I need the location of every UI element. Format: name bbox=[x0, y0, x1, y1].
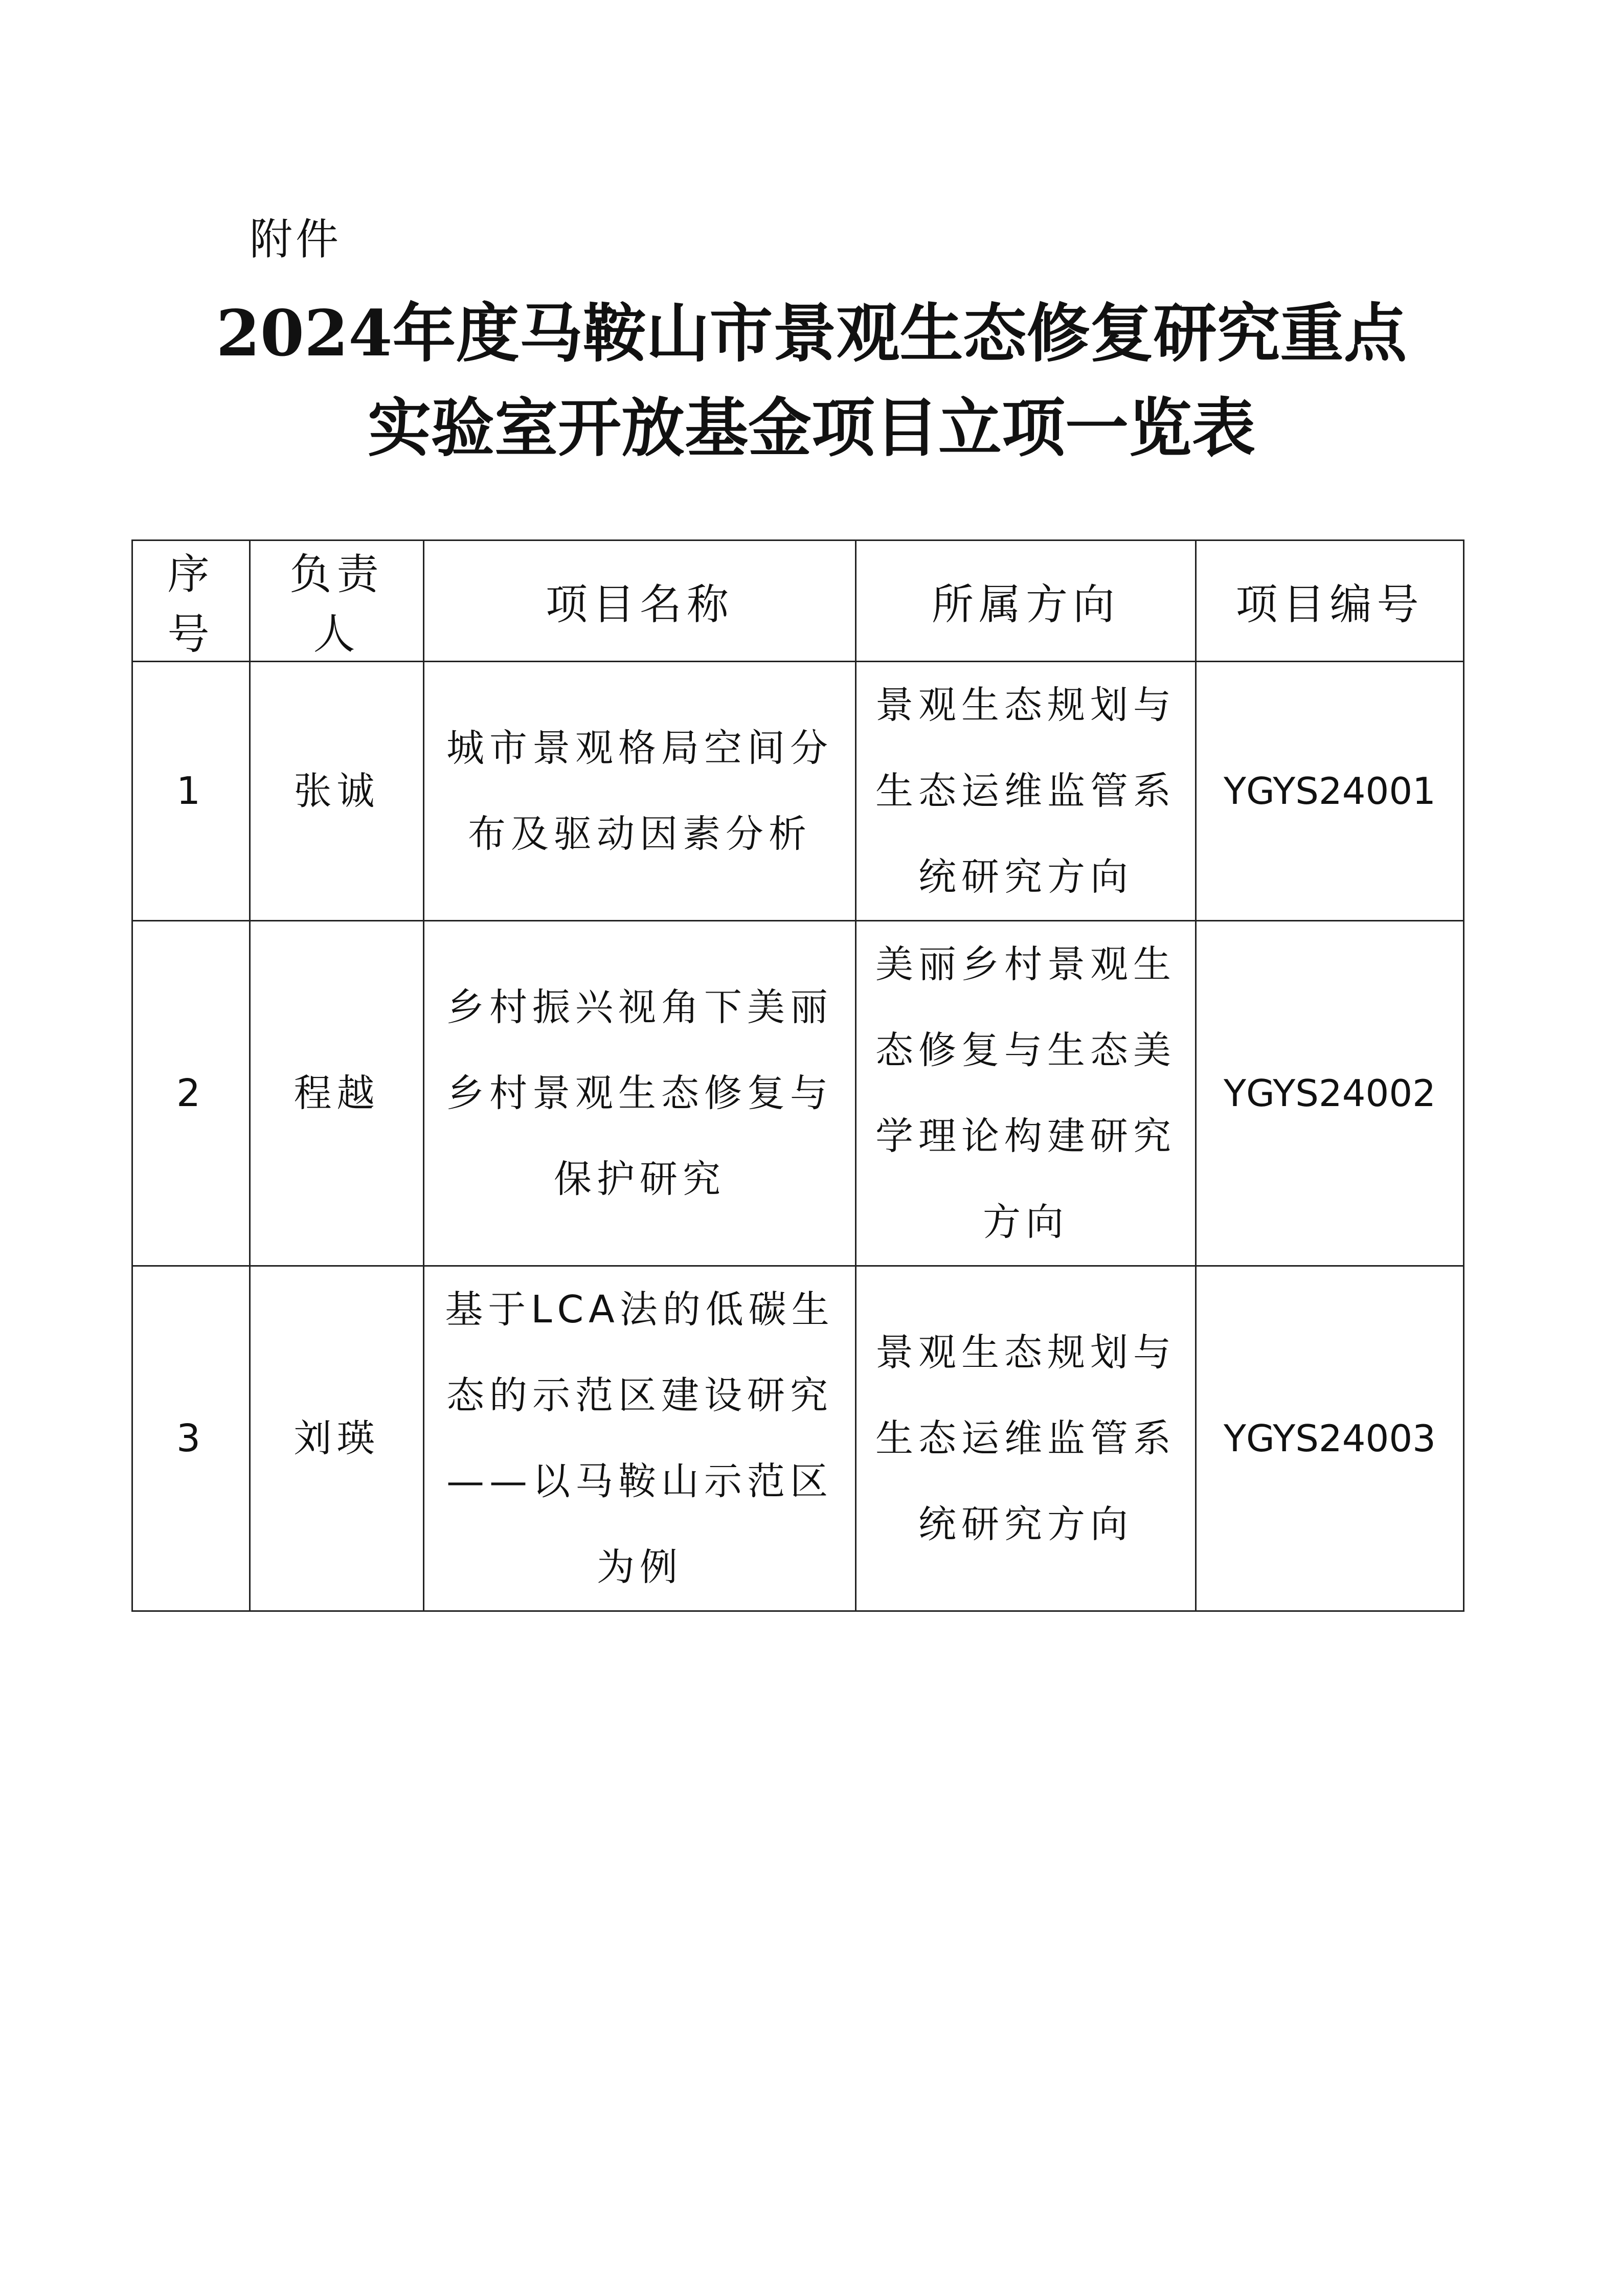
cell-index: 2 bbox=[132, 921, 250, 1266]
cell-project-code: YGYS24001 bbox=[1196, 662, 1464, 921]
header-project-code: 项目编号 bbox=[1196, 541, 1464, 662]
project-table bbox=[131, 539, 1464, 1612]
title-line-1: 2024年度马鞍山市景观生态修复研究重点 bbox=[216, 297, 1407, 371]
header-direction: 所属方向 bbox=[856, 541, 1196, 662]
header-index: 序号 bbox=[132, 541, 250, 662]
cell-project-code: YGYS24003 bbox=[1196, 1266, 1464, 1611]
table-row bbox=[132, 1266, 1464, 1611]
cell-project-code: YGYS24002 bbox=[1196, 921, 1464, 1266]
cell-index: 3 bbox=[132, 1266, 250, 1611]
cell-project-name: 基于LCA法的低碳生态的示范区建设研究——以马鞍山示范区为例 bbox=[424, 1266, 856, 1611]
cell-project-name: 城市景观格局空间分布及驱动因素分析 bbox=[424, 662, 856, 921]
cell-leader: 张诚 bbox=[250, 662, 424, 921]
cell-direction: 景观生态规划与生态运维监管系统研究方向 bbox=[856, 662, 1196, 921]
header-project-name: 项目名称 bbox=[424, 541, 856, 662]
cell-index: 1 bbox=[132, 662, 250, 921]
title-line-2: 实验室开放基金项目立项一览表 bbox=[367, 391, 1255, 465]
table-header-row bbox=[132, 541, 1464, 662]
document-title bbox=[0, 286, 1623, 476]
cell-leader: 刘瑛 bbox=[250, 1266, 424, 1611]
cell-direction: 景观生态规划与生态运维监管系统研究方向 bbox=[856, 1266, 1196, 1611]
cell-direction: 美丽乡村景观生态修复与生态美学理论构建研究方向 bbox=[856, 921, 1196, 1266]
header-leader: 负责人 bbox=[250, 541, 424, 662]
table-row bbox=[132, 662, 1464, 921]
cell-leader: 程越 bbox=[250, 921, 424, 1266]
table-row bbox=[132, 921, 1464, 1266]
attachment-label: 附件 bbox=[250, 214, 342, 264]
cell-project-name: 乡村振兴视角下美丽乡村景观生态修复与保护研究 bbox=[424, 921, 856, 1266]
